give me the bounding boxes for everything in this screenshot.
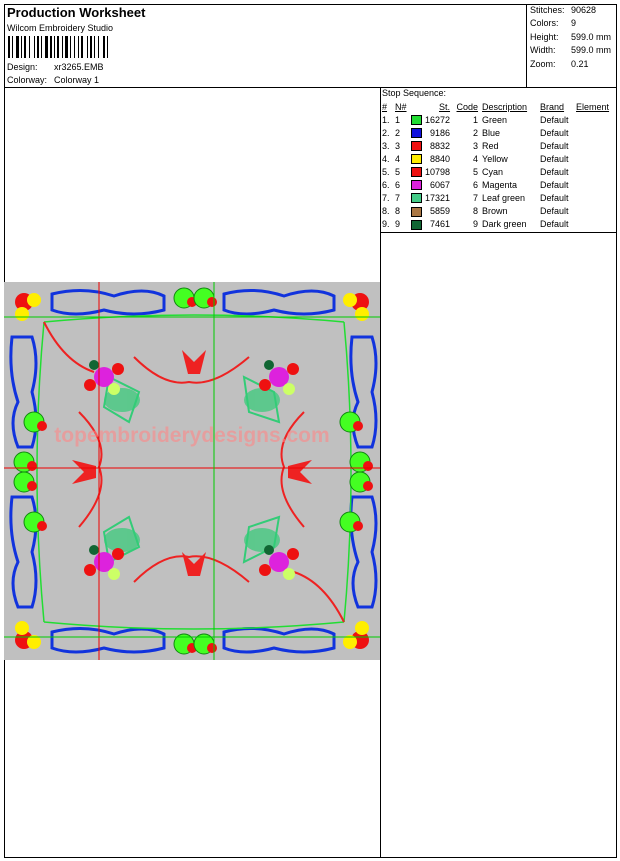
col-n: N# [395, 102, 407, 112]
stop-sequence [382, 88, 609, 231]
color-swatch [411, 152, 425, 165]
row-element [576, 139, 609, 152]
row-brand: Default [540, 127, 569, 138]
table-row [382, 178, 609, 191]
row-stitches: 8832 [430, 140, 451, 151]
colorway-row [7, 75, 99, 85]
color-swatch-box [411, 154, 422, 164]
stats-divider [526, 4, 527, 88]
color-swatch [411, 126, 425, 139]
color-swatch-box [411, 180, 422, 190]
stop-sequence-table [382, 101, 609, 231]
row-needle: 2 [395, 127, 401, 138]
table-row [382, 126, 609, 139]
design-preview [4, 282, 380, 660]
table-header-row [382, 101, 609, 113]
row-index: 1. [382, 114, 390, 125]
color-swatch-box [411, 141, 422, 151]
color-swatch [411, 165, 425, 178]
color-swatch-box [411, 193, 422, 203]
row-index: 4. [382, 153, 390, 164]
row-stitches: 9186 [430, 127, 451, 138]
sequence-divider [380, 232, 617, 233]
row-description: Leaf green [482, 193, 526, 204]
color-swatch-box [411, 167, 422, 177]
row-brand: Default [540, 153, 569, 164]
row-brand: Default [540, 166, 569, 177]
row-description: Green [482, 114, 508, 125]
color-swatch-box [411, 115, 422, 125]
row-stitches: 8840 [430, 153, 451, 164]
row-description: Cyan [482, 166, 504, 177]
row-needle: 4 [395, 153, 401, 164]
row-description: Red [482, 140, 499, 151]
row-brand: Default [540, 219, 569, 230]
row-index: 5. [382, 166, 390, 177]
colorway-value: Colorway 1 [54, 75, 100, 85]
row-needle: 3 [395, 140, 401, 151]
table-row [382, 192, 609, 205]
watermark: topembroiderydesigns.com [54, 424, 330, 447]
stats-panel [530, 5, 611, 72]
col-brand: Brand [540, 102, 565, 112]
row-index: 6. [382, 180, 390, 191]
color-swatch [411, 178, 425, 191]
row-index: 8. [382, 206, 390, 217]
row-brand: Default [540, 206, 569, 217]
row-stitches: 16272 [425, 114, 451, 125]
color-swatch [411, 218, 425, 231]
row-element [576, 205, 609, 218]
software-name: Wilcom Embroidery Studio [7, 23, 114, 33]
row-index: 3. [382, 140, 390, 151]
row-code: 6 [473, 180, 479, 191]
row-index: 2. [382, 127, 390, 138]
stat-stitches: Stitches: 90628 [530, 5, 597, 15]
row-code: 9 [473, 219, 479, 230]
row-code: 1 [473, 114, 479, 125]
row-element [576, 165, 609, 178]
row-element [576, 113, 609, 126]
col-st: St. [439, 102, 451, 112]
row-element [576, 192, 609, 205]
table-row [382, 152, 609, 165]
row-stitches: 5859 [430, 206, 451, 217]
row-needle: 5 [395, 166, 401, 177]
row-description: Brown [482, 206, 508, 217]
row-stitches: 10798 [425, 166, 451, 177]
table-row [382, 113, 609, 126]
row-description: Yellow [482, 153, 508, 164]
row-brand: Default [540, 193, 569, 204]
preview-background [4, 282, 380, 660]
stat-zoom: Zoom: 0.21 [530, 58, 589, 69]
row-stitches: 7461 [430, 219, 451, 230]
color-swatch-box [411, 128, 422, 138]
stat-colors: Colors: 9 [530, 18, 577, 29]
colorway-label: Colorway: [7, 75, 48, 85]
table-row [382, 205, 609, 218]
row-brand: Default [540, 180, 569, 191]
color-swatch [411, 113, 425, 126]
col-swatch [411, 101, 425, 113]
table-row [382, 139, 609, 152]
row-needle: 1 [395, 114, 401, 125]
col-idx: # [382, 102, 388, 112]
row-code: 3 [473, 140, 479, 151]
row-needle: 7 [395, 193, 401, 204]
row-code: 5 [473, 166, 479, 177]
row-code: 8 [473, 206, 479, 217]
col-description: Description [482, 102, 528, 112]
barcode [8, 36, 130, 58]
stat-width: Width: 599.0 mm [530, 45, 612, 56]
row-description: Magenta [482, 180, 518, 191]
row-stitches: 17321 [425, 193, 451, 204]
design-row [7, 62, 104, 72]
stop-sequence-title: Stop Sequence: [382, 88, 447, 98]
row-needle: 9 [395, 219, 401, 230]
row-needle: 6 [395, 180, 401, 191]
stat-height: Height: 599.0 mm [530, 31, 612, 42]
row-element [576, 152, 609, 165]
design-label: Design: [7, 62, 38, 72]
row-brand: Default [540, 140, 569, 151]
color-swatch-box [411, 207, 422, 217]
col-element: Element [576, 102, 610, 112]
color-swatch [411, 192, 425, 205]
row-code: 7 [473, 193, 479, 204]
table-row [382, 218, 609, 231]
row-brand: Default [540, 114, 569, 125]
color-swatch [411, 205, 425, 218]
row-description: Blue [482, 127, 501, 138]
row-element [576, 218, 609, 231]
column-divider [380, 87, 381, 858]
table-row [382, 165, 609, 178]
row-element [576, 126, 609, 139]
row-needle: 8 [395, 206, 401, 217]
row-code: 4 [473, 153, 479, 164]
row-stitches: 6067 [430, 180, 451, 191]
page-title: Production Worksheet [7, 5, 146, 20]
row-code: 2 [473, 127, 479, 138]
color-swatch-box [411, 220, 422, 230]
row-description: Dark green [482, 219, 527, 230]
color-swatch [411, 139, 425, 152]
row-index: 9. [382, 219, 390, 230]
col-code: Code [456, 102, 479, 112]
row-index: 7. [382, 193, 390, 204]
design-value: xr3265.EMB [54, 62, 104, 72]
row-element [576, 178, 609, 191]
